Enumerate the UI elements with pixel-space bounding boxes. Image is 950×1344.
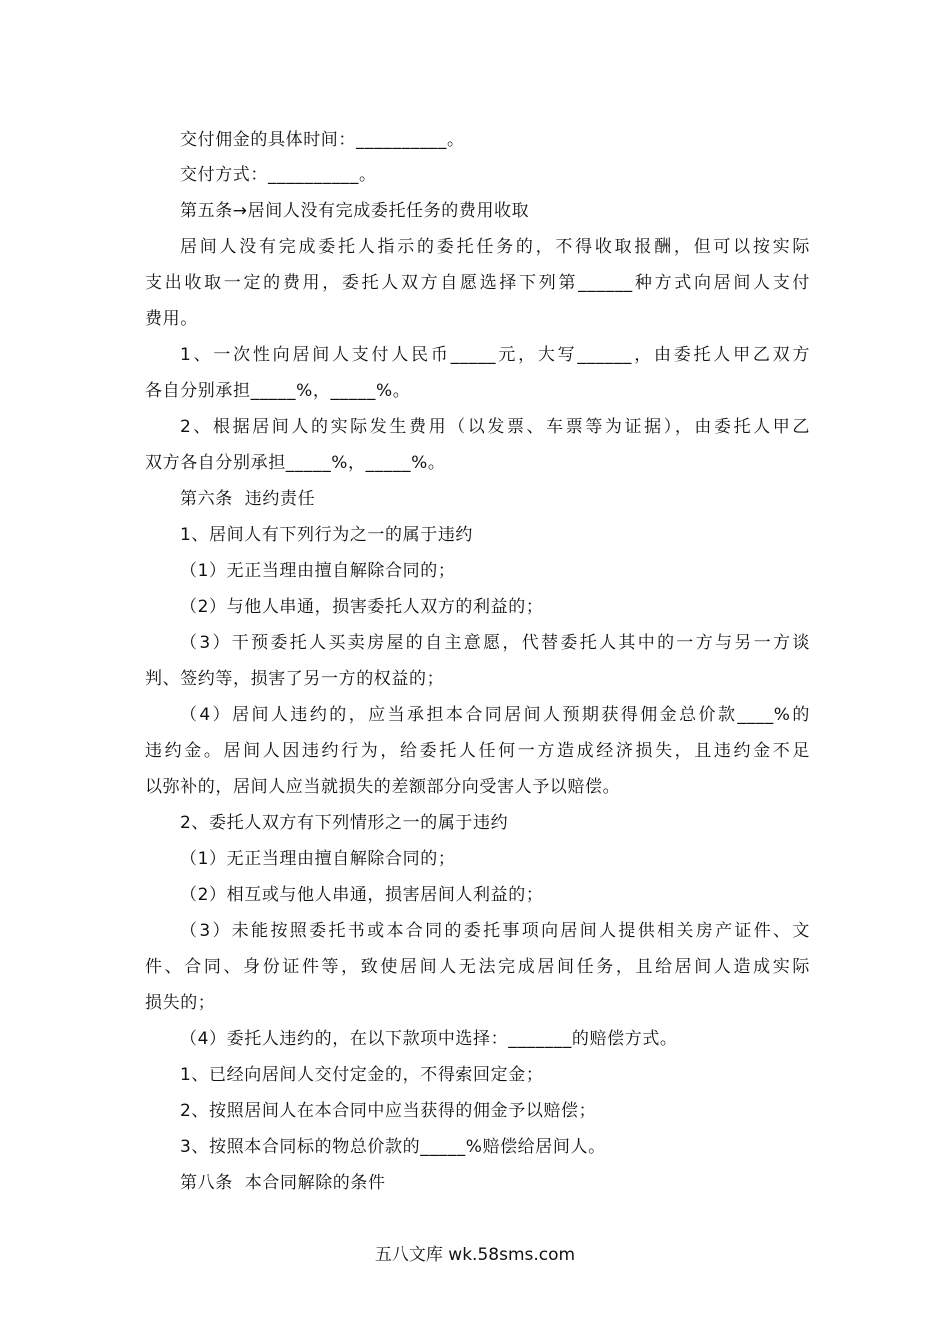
list-item: （2）相互或与他人串通，损害居间人利益的； xyxy=(180,885,544,905)
paragraph-line: 费用。 xyxy=(145,309,198,329)
paragraph-line: 判、签约等，损害了另一方的权益的； xyxy=(145,669,445,689)
list-item: （3）未能按照委托书或本合同的委托事项向居间人提供相关房产证件、文 xyxy=(180,921,810,941)
paragraph-line: 损失的； xyxy=(145,993,216,1013)
paragraph-line: 件、合同、身份证件等，致使居间人无法完成居间任务，且给居间人造成实际 xyxy=(145,957,810,977)
paragraph-line: 1、居间人有下列行为之一的属于违约 xyxy=(180,525,474,545)
paragraph-line: 双方各自分别承担_____%，_____%。 xyxy=(145,453,446,473)
paragraph-line: 交付佣金的具体时间：__________。 xyxy=(180,130,465,150)
list-item: （1）无正当理由擅自解除合同的； xyxy=(180,849,456,869)
paragraph-line: 违约金。居间人因违约行为，给委托人任何一方造成经济损失，且违约金不足 xyxy=(145,741,810,761)
paragraph-line: 各自分别承担_____%，_____%。 xyxy=(145,381,411,401)
list-item: 3、按照本合同标的物总价款的_____%赔偿给居间人。 xyxy=(180,1137,606,1157)
paragraph-line: 居间人没有完成委托人指示的委托任务的，不得收取报酬，但可以按实际 xyxy=(180,237,810,257)
list-item: （1）无正当理由擅自解除合同的； xyxy=(180,561,456,581)
list-item: （2）与他人串通，损害委托人双方的利益的； xyxy=(180,597,544,617)
paragraph-line: 1、一次性向居间人支付人民币_____元，大写______，由委托人甲乙双方 xyxy=(180,345,810,365)
paragraph-line: 2、根据居间人的实际发生费用（以发票、车票等为证据），由委托人甲乙 xyxy=(180,417,810,437)
paragraph-line: 以弥补的，居间人应当就损失的差额部分向受害人予以赔偿。 xyxy=(145,777,621,797)
list-item: （3）干预委托人买卖房屋的自主意愿，代替委托人其中的一方与另一方谈 xyxy=(180,633,810,653)
section-heading: 第八条 本合同解除的条件 xyxy=(180,1173,386,1193)
paragraph-line: 支出收取一定的费用，委托人双方自愿选择下列第______种方式向居间人支付 xyxy=(145,273,810,293)
section-heading: 第六条 违约责任 xyxy=(180,489,316,509)
list-item: 2、按照居间人在本合同中应当获得的佣金予以赔偿； xyxy=(180,1101,597,1121)
section-heading: 第五条→居间人没有完成委托任务的费用收取 xyxy=(180,201,530,221)
list-item: （4）居间人违约的，应当承担本合同居间人预期获得佣金总价款____%的 xyxy=(180,705,810,725)
footer-watermark: 五八文库 wk.58sms.com xyxy=(374,1245,576,1265)
paragraph-line: 交付方式：__________。 xyxy=(180,165,377,185)
list-item: （4）委托人违约的，在以下款项中选择：_______的赔偿方式。 xyxy=(180,1029,678,1049)
list-item: 1、已经向居间人交付定金的，不得索回定金； xyxy=(180,1065,544,1085)
paragraph-line: 2、委托人双方有下列情形之一的属于违约 xyxy=(180,813,509,833)
